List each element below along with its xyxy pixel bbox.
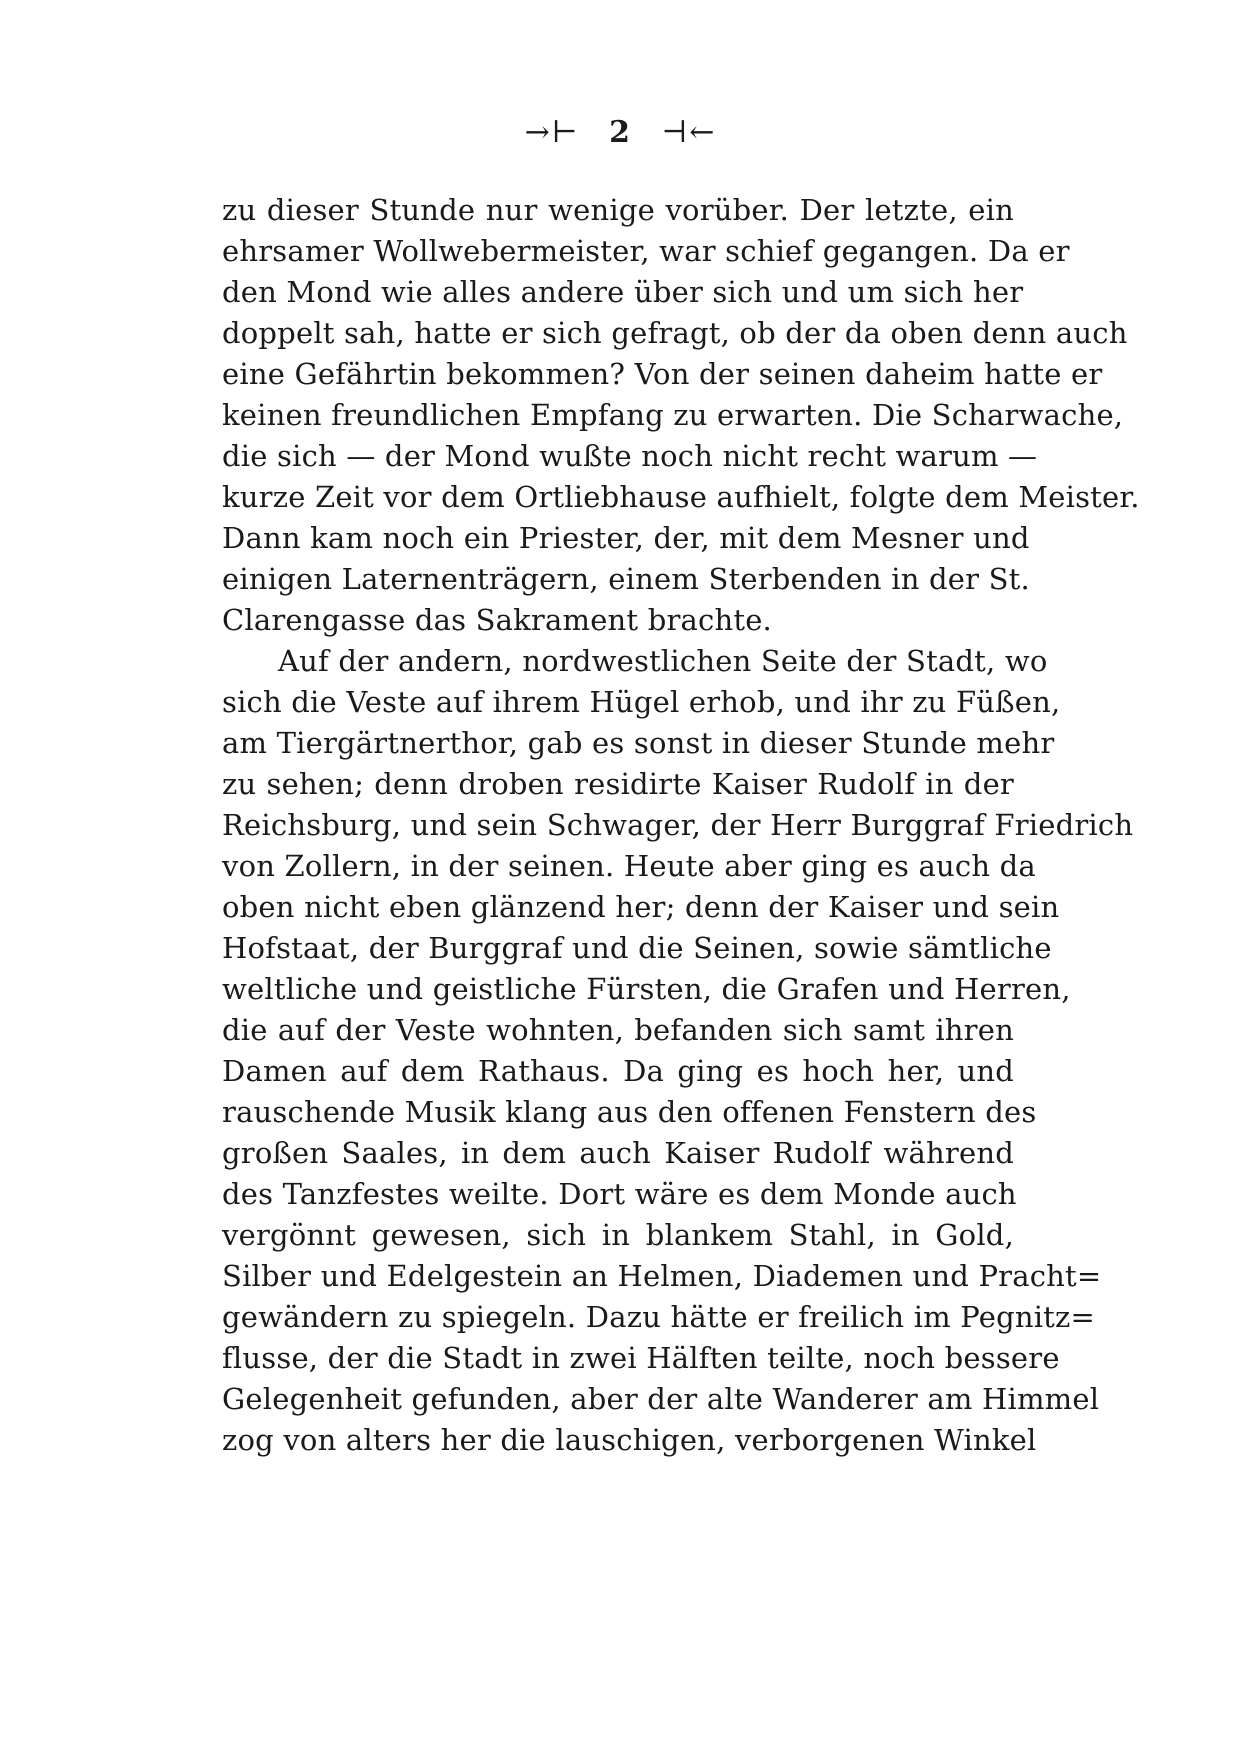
text-line: des Tanzfestes weilte. Dort wäre es dem Monde auch <box>222 1177 1017 1211</box>
text-line: Gelegenheit gefunden, aber der alte Wanderer am Himmel <box>222 1382 1100 1416</box>
paragraph-end-line: Clarengasse das Sakrament brachte. <box>222 603 772 637</box>
text-line: einigen Laternenträgern, einem Sterbenden in der St. <box>222 562 1030 596</box>
text-line: zu sehen; denn droben residirte Kaiser Rudolf in der <box>222 767 1014 801</box>
text-line: den Mond wie alles andere über sich und um sich her <box>222 275 1024 309</box>
right-ornament-icon: ⊣← <box>661 115 717 150</box>
text-line: die auf der Veste wohnten, befanden sich samt ihren <box>222 1013 1014 1047</box>
left-ornament-icon: →⊢ <box>524 115 580 150</box>
text-line: gewändern zu spiegeln. Dazu hätte er freilich im Pegnitz= <box>222 1300 1096 1334</box>
paragraph-start-line: Auf der andern, nordwestlichen Seite der Stadt, wo <box>278 644 1048 678</box>
text-line: zog von alters her die lauschigen, verborgenen Winkel <box>222 1423 1037 1457</box>
text-line: zu dieser Stunde nur wenige vorüber. Der letzte, ein <box>222 193 1014 227</box>
text-line: am Tiergärtnerthor, gab es sonst in dieser Stunde mehr <box>222 726 1055 760</box>
text-line: eine Gefährtin bekommen? Von der seinen daheim hatte er <box>222 357 1103 391</box>
text-line: Dann kam noch ein Priester, der, mit dem Mesner und <box>222 521 1030 555</box>
text-line: ehrsamer Wollwebermeister, war schief gegangen. Da er <box>222 234 1070 268</box>
text-line: weltliche und geistliche Fürsten, die Grafen und Herren, <box>222 972 1071 1006</box>
text-line: flusse, der die Stadt in zwei Hälften teilte, noch bessere <box>222 1341 1060 1375</box>
body-text <box>222 190 1140 1461</box>
text-line: Reichsburg, und sein Schwager, der Herr Burggraf Friedrich <box>222 808 1134 842</box>
text-line: sich die Veste auf ihrem Hügel erhob, und ihr zu Füßen, <box>222 685 1061 719</box>
text-line: doppelt sah, hatte er sich gefragt, ob der da oben denn auch <box>222 316 1128 350</box>
text-line: keinen freundlichen Empfang zu erwarten. Die Scharwache, <box>222 398 1124 432</box>
text-line: die sich — der Mond wußte noch nicht recht warum — <box>222 439 1038 473</box>
text-line: Silber und Edelgestein an Helmen, Diademen und Pracht= <box>222 1259 1102 1293</box>
page-header <box>0 112 1241 153</box>
text-line: oben nicht eben glänzend her; denn der Kaiser und sein <box>222 890 1060 924</box>
text-line: Damen auf dem Rathaus. Da ging es hoch her, und <box>222 1054 1014 1088</box>
text-line: rauschende Musik klang aus den offenen Fenstern des <box>222 1095 1037 1129</box>
text-line: kurze Zeit vor dem Ortliebhause aufhielt, folgte dem Meister. <box>222 480 1140 514</box>
text-line: vergönnt gewesen, sich in blankem Stahl, in Gold, <box>222 1218 1014 1252</box>
text-line: Hofstaat, der Burggraf und die Seinen, sowie sämtliche <box>222 931 1052 965</box>
text-line: großen Saales, in dem auch Kaiser Rudolf während <box>222 1136 1014 1170</box>
page-number: 2 <box>609 115 632 150</box>
text-line: von Zollern, in der seinen. Heute aber ging es auch da <box>222 849 1036 883</box>
